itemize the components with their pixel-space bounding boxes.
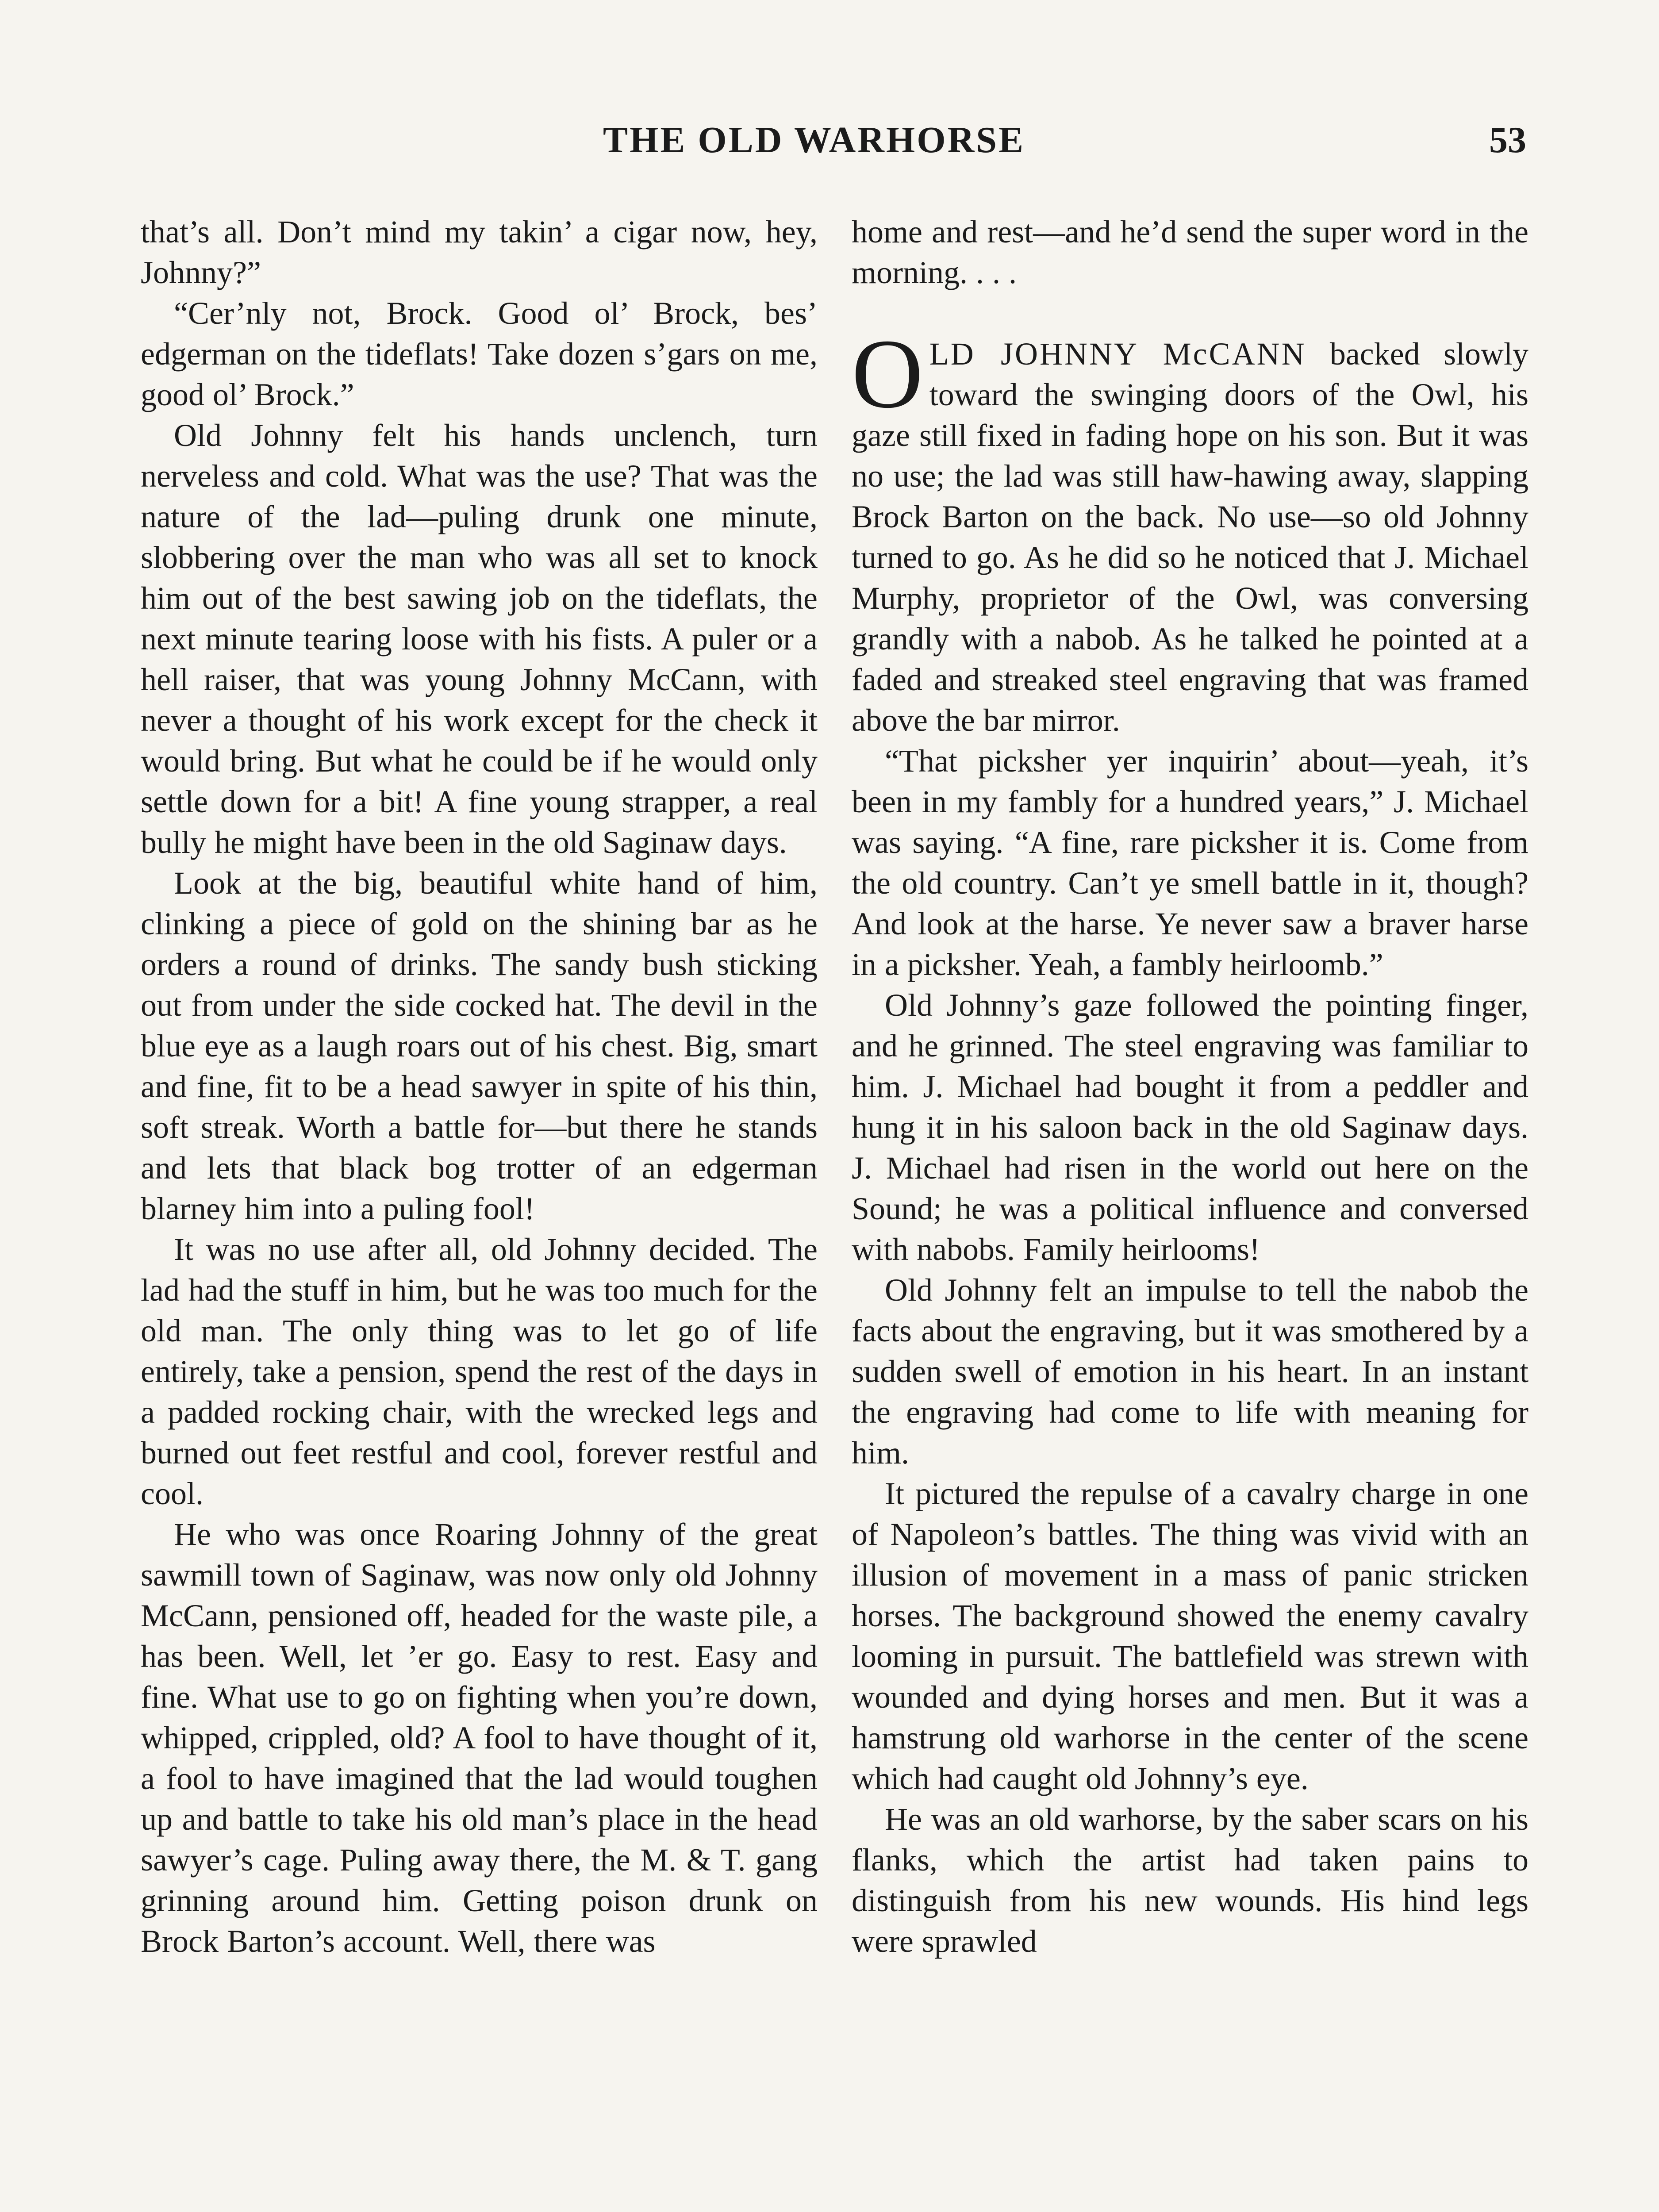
page-number: 53	[1489, 119, 1526, 161]
left-column	[141, 211, 818, 1962]
running-head-title: THE OLD WARHORSE	[603, 119, 1025, 161]
right-column	[852, 211, 1528, 1962]
paragraph: Old Johnny felt an impulse to tell the nabob the facts about the engraving, but it was smothered by a sudden swell of emotion in his heart. In an instant the engraving had come to life with meaning for him.	[852, 1272, 1528, 1471]
paragraph: He who was once Roaring Johnny of the great sawmill town of Saginaw, was now only old Johnny McCann, pensioned off, headed for the waste pile, a has been. Well, let ’er go. Easy to rest. Easy and fine. What use to go on fighting when you’re down, whipped, crippled, old? A fool to have thought of it, a fool to have imagined that the lad would toughen up and battle to take his old man’s place in the head sawyer’s cage. Puling away there, the M. & T. gang grinning around him. Getting poison drunk on Brock Barton’s account. Well, there was	[141, 1517, 818, 1959]
section-lead-in: LD JOHNNY McCANN	[929, 336, 1306, 372]
paragraph: It was no use after all, old Johnny decided. The lad had the stuff in him, but he was too much for the old man. The only thing was to let go of life entirely, take a pension, spend the rest of the days in a padded rocking chair, with the wrecked legs and burned out feet restful and cool, forever restful and cool.	[141, 1232, 818, 1511]
paragraph: Look at the big, beautiful white hand of him, clinking a piece of gold on the shining bar as he orders a round of drinks. The sandy bush sticking out from under the side cocked hat. The devil in the blue eye as a laugh roars out of his chest. Big, smart and fine, fit to be a head sawyer in spite of his thin, soft streak. Worth a battle for—but there he stands and lets that black bog trotter of an edgerman blarney him into a puling fool!	[141, 865, 818, 1226]
paragraph: “Cer’nly not, Brock. Good ol’ Brock, bes’ edgerman on the tideflats! Take dozen s’gars on me, good ol’ Brock.”	[141, 296, 818, 412]
section-opening-paragraph	[852, 319, 1528, 741]
paragraph-continuation: home and rest—and he’d send the super word in the morning. . . .	[852, 214, 1528, 290]
paragraph: He was an old warhorse, by the saber scars on his flanks, which the artist had taken pains to distinguish from his new wounds. His hind legs were sprawled	[852, 1801, 1528, 1959]
paragraph: Old Johnny’s gaze followed the pointing finger, and he grinned. The steel engraving was familiar to him. J. Michael had bought it from a peddler and hung it in his saloon back in the old Saginaw days. J. Michael had risen in the world out here on the Sound; he was a political influence and conversed with nabobs. Family heirlooms!	[852, 987, 1528, 1267]
paragraph: “That picksher yer inquirin’ about—yeah, it’s been in my fambly for a hundred years,” J. Michael was saying. “A fine, rare picksher it is. Come from the old country. Can’t ye smell battle in it, though? And look at the harse. Ye never saw a braver harse in a picksher. Yeah, a fambly heirloomb.”	[852, 743, 1528, 982]
drop-cap: O	[852, 319, 923, 429]
section-opening-text: backed slowly toward the swinging doors of the Owl, his gaze still fixed in fading hope on his son. But it was no use; the lad was still haw-hawing away, slapping Brock Barton on the back. No use—so old Johnny turned to go. As he did so he noticed that J. Michael Murphy, proprietor of the Owl, was conversing grandly with a nabob. As he talked he pointed at a faded and streaked steel engraving that was framed above the bar mirror.	[852, 336, 1528, 738]
paragraph: Old Johnny felt his hands unclench, turn nerveless and cold. What was the use? That was the nature of the lad—puling drunk one minute, slobbering over the man who was all set to knock him out of the best sawing job on the tideflats, the next minute tearing loose with his fists. A puler or a hell raiser, that was young Johnny McCann, with never a thought of his work except for the check it would bring. But what he could be if he would only settle down for a bit! A fine young strapper, a real bully he might have been in the old Saginaw days.	[141, 418, 818, 860]
paragraph: that’s all. Don’t mind my takin’ a cigar now, hey, Johnny?”	[141, 214, 818, 290]
paragraph: It pictured the repulse of a cavalry charge in one of Napoleon’s battles. The thing was vivid with an illusion of movement in a mass of panic stricken horses. The background showed the enemy cavalry looming in pursuit. The battlefield was strewn with wounded and dying horses and men. But it was a hamstrung old warhorse in the center of the scene which had caught old Johnny’s eye.	[852, 1476, 1528, 1796]
